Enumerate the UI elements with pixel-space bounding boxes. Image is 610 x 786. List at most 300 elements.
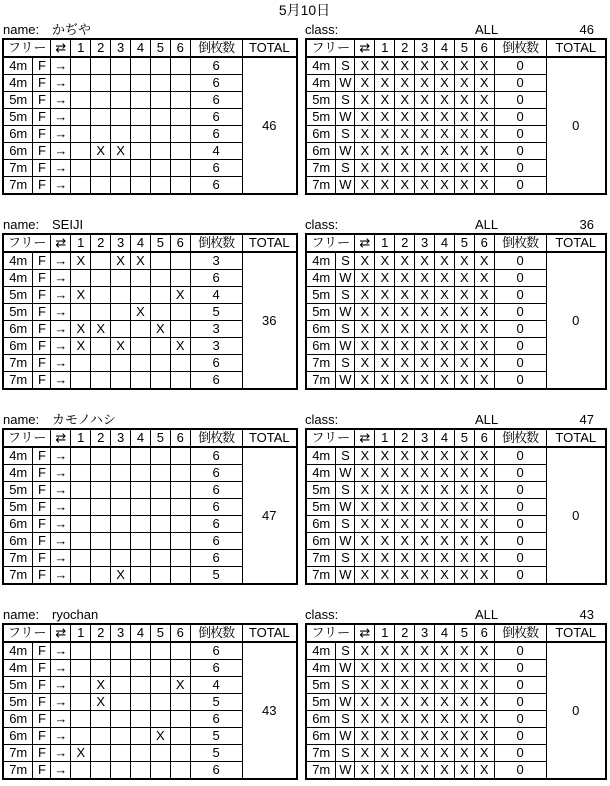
knocked-count-cell: 0 [494, 447, 546, 465]
section-header-row [2, 411, 607, 428]
mark-cell: X [435, 75, 455, 92]
type-cell: W [336, 465, 355, 482]
knocked-count-cell: 0 [494, 270, 546, 287]
distance-cell: 5m [306, 482, 336, 499]
mark-cell [131, 711, 151, 728]
mark-cell [91, 447, 111, 465]
attempt-header-2: 2 [91, 624, 111, 642]
attempt-header-6: 6 [474, 429, 494, 447]
type-cell: F [33, 465, 51, 482]
mark-cell [131, 728, 151, 745]
mark-cell: X [375, 694, 395, 711]
type-cell: F [33, 75, 51, 92]
mark-cell [111, 745, 131, 762]
mark-cell: X [435, 92, 455, 109]
distance-cell: 7m [3, 550, 33, 567]
attempt-header-3: 3 [111, 234, 131, 252]
mark-cell [111, 126, 131, 143]
distance-cell: 7m [3, 372, 33, 390]
type-cell: S [336, 287, 355, 304]
knocked-count-cell: 6 [190, 711, 242, 728]
mark-cell: X [375, 252, 395, 270]
knocked-count-cell: 6 [190, 482, 242, 499]
attempt-header-1: 1 [375, 39, 395, 57]
mark-cell: X [474, 177, 494, 195]
mark-cell: X [375, 660, 395, 677]
all-label: ALL [475, 412, 499, 427]
mark-cell [71, 75, 91, 92]
mark-cell: X [454, 745, 474, 762]
mark-cell [111, 711, 131, 728]
type-cell: F [33, 160, 51, 177]
mark-cell: X [454, 252, 474, 270]
mark-cell: X [415, 372, 435, 390]
mark-cell: X [435, 465, 455, 482]
distance-cell: 6m [306, 321, 336, 338]
direction-cell: X [355, 177, 375, 195]
direction-cell: → [51, 694, 71, 711]
mark-cell [131, 660, 151, 677]
mark-cell: X [474, 252, 494, 270]
distance-cell: 5m [3, 499, 33, 516]
type-cell: F [33, 728, 51, 745]
mark-cell: X [454, 270, 474, 287]
mark-cell: X [454, 677, 474, 694]
mark-cell: X [415, 126, 435, 143]
mark-cell: X [435, 372, 455, 390]
mark-cell: X [395, 533, 415, 550]
mark-cell: X [454, 75, 474, 92]
mark-cell: X [435, 711, 455, 728]
type-cell: W [336, 567, 355, 585]
distance-cell: 5m [3, 304, 33, 321]
mark-cell: X [415, 252, 435, 270]
mark-cell [150, 516, 170, 533]
knocked-header: 倒枚数 [494, 624, 546, 642]
attempt-header-6: 6 [170, 429, 190, 447]
mark-cell: X [415, 694, 435, 711]
direction-cell: X [355, 160, 375, 177]
free-header: フリー [3, 234, 51, 252]
direction-cell: → [51, 177, 71, 195]
mark-cell [111, 355, 131, 372]
mark-cell [111, 75, 131, 92]
distance-cell: 5m [3, 109, 33, 126]
mark-cell [170, 252, 190, 270]
mark-cell: X [435, 287, 455, 304]
knocked-count-cell: 0 [494, 642, 546, 660]
knocked-count-cell: 0 [494, 711, 546, 728]
mark-cell [91, 109, 111, 126]
mark-cell: X [435, 660, 455, 677]
type-cell: F [33, 533, 51, 550]
mark-cell: X [375, 499, 395, 516]
mark-cell [170, 177, 190, 195]
mark-cell: X [435, 252, 455, 270]
mark-cell: X [375, 728, 395, 745]
total-cell: 36 [242, 252, 297, 389]
knocked-count-cell: 3 [190, 321, 242, 338]
attempt-header-5: 5 [150, 39, 170, 57]
attempt-header-3: 3 [111, 624, 131, 642]
mark-cell: X [375, 75, 395, 92]
direction-cell: X [355, 57, 375, 75]
mark-cell [150, 533, 170, 550]
mark-cell [71, 304, 91, 321]
attempt-header-1: 1 [375, 429, 395, 447]
mark-cell [91, 57, 111, 75]
type-cell: F [33, 126, 51, 143]
total-cell: 43 [242, 642, 297, 779]
player-section-4 [2, 606, 607, 780]
mark-cell [71, 516, 91, 533]
distance-cell: 4m [3, 447, 33, 465]
mark-cell: X [395, 304, 415, 321]
type-cell: S [336, 447, 355, 465]
table-header-row [3, 429, 297, 447]
distance-cell: 7m [306, 745, 336, 762]
mark-cell [91, 270, 111, 287]
mark-cell: X [375, 677, 395, 694]
mark-cell [150, 465, 170, 482]
mark-cell: X [395, 321, 415, 338]
mark-cell [91, 252, 111, 270]
mark-cell [150, 372, 170, 390]
class-label: class: [305, 217, 339, 232]
knocked-count-cell: 0 [494, 533, 546, 550]
mark-cell: X [415, 160, 435, 177]
knocked-header: 倒枚数 [190, 624, 242, 642]
mark-cell: X [395, 567, 415, 585]
direction-cell: X [355, 660, 375, 677]
mark-cell: X [474, 270, 494, 287]
mark-cell [170, 270, 190, 287]
attempt-header-6: 6 [170, 624, 190, 642]
attempt-header-1: 1 [375, 234, 395, 252]
mark-cell: X [454, 694, 474, 711]
mark-cell [131, 75, 151, 92]
sw-score-table [305, 233, 607, 390]
mark-cell [131, 567, 151, 585]
mark-cell [91, 745, 111, 762]
mark-cell [111, 677, 131, 694]
player-section-2 [2, 216, 607, 390]
attempt-header-6: 6 [170, 234, 190, 252]
mark-cell: X [474, 465, 494, 482]
type-cell: F [33, 762, 51, 780]
player-name: かぢや [52, 22, 92, 37]
mark-cell [131, 160, 151, 177]
mark-cell [71, 57, 91, 75]
knocked-count-cell: 5 [190, 567, 242, 585]
sections-container [2, 21, 607, 780]
mark-cell [71, 270, 91, 287]
mark-cell [71, 447, 91, 465]
type-cell: S [336, 160, 355, 177]
table-header-row [3, 234, 297, 252]
mark-cell: X [474, 499, 494, 516]
mark-cell: X [415, 321, 435, 338]
mark-cell [71, 143, 91, 160]
mark-cell [150, 711, 170, 728]
knocked-count-cell: 0 [494, 762, 546, 780]
mark-cell: X [415, 109, 435, 126]
total-header: TOTAL [242, 234, 297, 252]
mark-cell [111, 533, 131, 550]
name-label: name: [3, 217, 40, 232]
mark-cell: X [415, 728, 435, 745]
direction-header: ⇄ [51, 234, 71, 252]
direction-cell: X [355, 762, 375, 780]
distance-cell: 4m [3, 642, 33, 660]
mark-cell: X [435, 516, 455, 533]
mark-cell: X [474, 482, 494, 499]
direction-cell: → [51, 728, 71, 745]
distance-cell: 4m [3, 660, 33, 677]
mark-cell [170, 516, 190, 533]
mark-cell: X [71, 321, 91, 338]
mark-cell: X [435, 177, 455, 195]
attempt-header-1: 1 [71, 39, 91, 57]
player-name: SEIJI [52, 217, 84, 232]
mark-cell [91, 533, 111, 550]
attempt-header-1: 1 [71, 624, 91, 642]
distance-cell: 4m [306, 270, 336, 287]
mark-cell [150, 177, 170, 195]
type-cell: W [336, 177, 355, 195]
distance-cell: 4m [306, 465, 336, 482]
type-cell: W [336, 304, 355, 321]
player-section-3 [2, 411, 607, 585]
direction-cell: X [355, 143, 375, 160]
free-header: フリー [306, 39, 355, 57]
type-cell: F [33, 499, 51, 516]
mark-cell: X [131, 304, 151, 321]
table-header-row [306, 234, 606, 252]
attempt-header-2: 2 [395, 429, 415, 447]
mark-cell [71, 372, 91, 390]
name-label: name: [3, 607, 40, 622]
attempt-header-4: 4 [131, 39, 151, 57]
mark-cell: X [435, 304, 455, 321]
direction-cell: X [355, 447, 375, 465]
sw-score-table [305, 623, 607, 780]
type-cell: F [33, 304, 51, 321]
mark-cell: X [170, 287, 190, 304]
mark-cell [150, 304, 170, 321]
knocked-header: 倒枚数 [190, 234, 242, 252]
mark-cell [111, 177, 131, 195]
type-cell: W [336, 143, 355, 160]
mark-cell [150, 143, 170, 160]
free-score-table [2, 233, 298, 390]
direction-cell: → [51, 160, 71, 177]
score-row [306, 642, 606, 660]
mark-cell: X [454, 287, 474, 304]
mark-cell [71, 533, 91, 550]
type-cell: S [336, 677, 355, 694]
mark-cell: X [375, 177, 395, 195]
mark-cell [91, 642, 111, 660]
direction-header: ⇄ [51, 429, 71, 447]
mark-cell: X [474, 745, 494, 762]
direction-header: ⇄ [355, 624, 375, 642]
direction-header: ⇄ [51, 39, 71, 57]
knocked-count-cell: 6 [190, 177, 242, 195]
mark-cell [71, 567, 91, 585]
mark-cell: X [454, 447, 474, 465]
mark-cell [170, 447, 190, 465]
mark-cell [150, 642, 170, 660]
mark-cell: X [415, 762, 435, 780]
mark-cell [91, 287, 111, 304]
type-cell: S [336, 482, 355, 499]
distance-cell: 7m [306, 355, 336, 372]
mark-cell: X [395, 109, 415, 126]
direction-cell: X [355, 304, 375, 321]
mark-cell [150, 338, 170, 355]
mark-cell: X [395, 270, 415, 287]
mark-cell [111, 465, 131, 482]
type-cell: S [336, 126, 355, 143]
direction-cell: X [355, 355, 375, 372]
mark-cell: X [91, 321, 111, 338]
direction-cell: → [51, 321, 71, 338]
direction-cell: → [51, 465, 71, 482]
type-cell: S [336, 516, 355, 533]
attempt-header-2: 2 [395, 234, 415, 252]
distance-cell: 4m [306, 660, 336, 677]
type-cell: F [33, 177, 51, 195]
distance-cell: 4m [3, 270, 33, 287]
mark-cell: X [415, 482, 435, 499]
direction-cell: → [51, 57, 71, 75]
mark-cell [150, 745, 170, 762]
distance-cell: 7m [306, 160, 336, 177]
type-cell: F [33, 57, 51, 75]
mark-cell: X [474, 447, 494, 465]
direction-header: ⇄ [51, 624, 71, 642]
mark-cell [91, 660, 111, 677]
section-header-row [2, 216, 607, 233]
distance-cell: 7m [3, 567, 33, 585]
total-cell: 46 [242, 57, 297, 194]
mark-cell: X [454, 499, 474, 516]
type-cell: S [336, 57, 355, 75]
knocked-count-cell: 0 [494, 372, 546, 390]
score-tables [2, 38, 607, 195]
mark-cell: X [474, 109, 494, 126]
mark-cell [150, 75, 170, 92]
mark-cell [170, 762, 190, 780]
mark-cell [150, 355, 170, 372]
attempt-header-2: 2 [395, 624, 415, 642]
direction-cell: → [51, 482, 71, 499]
mark-cell [71, 642, 91, 660]
knocked-count-cell: 0 [494, 355, 546, 372]
distance-cell: 6m [306, 516, 336, 533]
mark-cell [170, 321, 190, 338]
mark-cell [170, 143, 190, 160]
mark-cell: X [454, 482, 474, 499]
distance-cell: 6m [306, 143, 336, 160]
mark-cell: X [395, 252, 415, 270]
name-label: name: [3, 412, 40, 427]
mark-cell [170, 372, 190, 390]
direction-cell: X [355, 270, 375, 287]
distance-cell: 7m [3, 160, 33, 177]
direction-cell: X [355, 694, 375, 711]
mark-cell [131, 270, 151, 287]
mark-cell: X [415, 57, 435, 75]
type-cell: W [336, 372, 355, 390]
mark-cell: X [435, 143, 455, 160]
mark-cell [170, 728, 190, 745]
type-cell: F [33, 567, 51, 585]
mark-cell [170, 711, 190, 728]
free-header: フリー [306, 234, 355, 252]
knocked-count-cell: 6 [190, 355, 242, 372]
mark-cell: X [375, 270, 395, 287]
mark-cell [111, 92, 131, 109]
direction-cell: X [355, 642, 375, 660]
distance-cell: 4m [3, 465, 33, 482]
mark-cell: X [375, 465, 395, 482]
mark-cell: X [375, 92, 395, 109]
mark-cell [111, 109, 131, 126]
mark-cell: X [375, 304, 395, 321]
attempt-header-1: 1 [375, 624, 395, 642]
mark-cell: X [474, 642, 494, 660]
table-header-row [3, 39, 297, 57]
mark-cell: X [395, 745, 415, 762]
player-name: ryochan [52, 607, 99, 622]
mark-cell: X [375, 160, 395, 177]
direction-cell: X [355, 482, 375, 499]
mark-cell [131, 355, 151, 372]
distance-cell: 6m [3, 126, 33, 143]
class-label: class: [305, 412, 339, 427]
mark-cell: X [435, 694, 455, 711]
direction-cell: → [51, 711, 71, 728]
mark-cell: X [111, 252, 131, 270]
attempt-header-3: 3 [415, 429, 435, 447]
mark-cell [170, 482, 190, 499]
mark-cell [91, 762, 111, 780]
free-score-table [2, 38, 298, 195]
all-total: 47 [579, 412, 594, 427]
distance-cell: 7m [3, 762, 33, 780]
knocked-count-cell: 0 [494, 75, 546, 92]
attempt-header-2: 2 [395, 39, 415, 57]
knocked-count-cell: 3 [190, 252, 242, 270]
direction-cell: → [51, 287, 71, 304]
type-cell: S [336, 711, 355, 728]
knocked-count-cell: 5 [190, 694, 242, 711]
mark-cell [111, 762, 131, 780]
mark-cell: X [375, 642, 395, 660]
mark-cell: X [395, 447, 415, 465]
knocked-count-cell: 5 [190, 745, 242, 762]
mark-cell [71, 465, 91, 482]
attempt-header-4: 4 [435, 234, 455, 252]
direction-cell: → [51, 355, 71, 372]
mark-cell: X [415, 745, 435, 762]
knocked-count-cell: 6 [190, 660, 242, 677]
attempt-header-3: 3 [111, 429, 131, 447]
type-cell: S [336, 92, 355, 109]
score-tables [2, 428, 607, 585]
